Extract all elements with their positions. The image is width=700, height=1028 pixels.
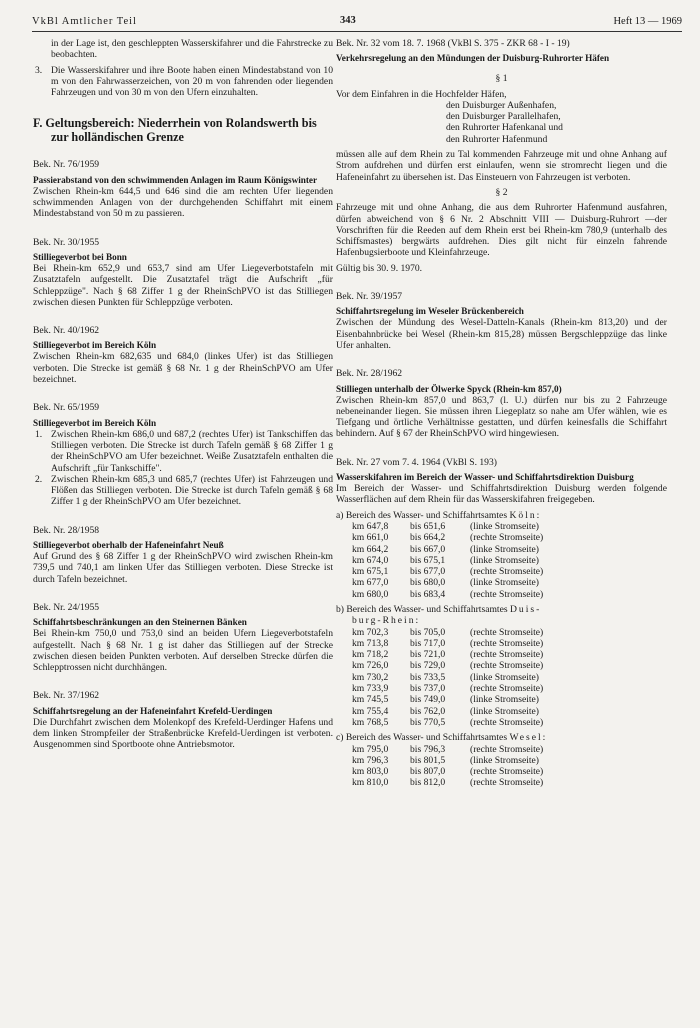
notice-title: Verkehrsregelung an den Mündungen der Duisburg-Ruhrorter Häfen xyxy=(336,53,610,64)
km-row xyxy=(352,532,667,543)
km-side: (rechte Stromseite) xyxy=(470,566,544,578)
list-item: 2. Zwischen Rhein-km 685,3 und 685,7 (rechtes Ufer) ist Fahrzeugen und Flößen das Stilliegen verboten. Die Strecke ist durch Tafeln gemäß § 68 Ziffer 1 g der RheinSchPVO am Ufer bezeichnet. xyxy=(35,473,333,508)
km-row xyxy=(352,755,667,766)
km-row xyxy=(352,683,667,694)
km-to: bis 729,0 xyxy=(410,660,446,672)
list-item: den Duisburger Außenhafen, xyxy=(446,99,557,111)
km-from: km 796,3 xyxy=(352,754,389,766)
km-from: km 795,0 xyxy=(352,743,389,755)
km-from: km 674,0 xyxy=(352,554,389,566)
notice-ref: Bek. Nr. 39/1957 xyxy=(336,291,403,303)
km-to: bis 717,0 xyxy=(410,637,446,649)
km-table-c xyxy=(336,744,667,789)
km-table-a xyxy=(336,521,667,600)
section-heading: F. Geltungsbereich: Niederrhein von Rolandswerth bis zur holländischen Grenze xyxy=(33,116,317,145)
notice-text: Fahrzeuge mit und ohne Anhang, die aus dem Ruhrorter Hafenmund ausfahren, dürfen abweichend von § 6 Nr. 2 Abschnitt VIII — Duisburg-Ruhrort —der Vorschriften für die Reeden auf dem Rhein erst bei Rhein-km 780,9 (unterhalb des Schiffsmastes) bergwärts aufdrehen. Dies gilt nicht für einzeln fahrende Hafenbugsierboote und Kleinfahrzeuge. xyxy=(336,202,667,259)
km-to: bis 675,1 xyxy=(410,554,446,566)
notice-title: Wasserskifahren im Bereich der Wasser- und Schiffahrtsdirektion Duisburg xyxy=(336,472,634,483)
km-from: km 680,0 xyxy=(352,588,389,600)
km-side: (linke Stromseite) xyxy=(470,554,540,566)
page-number: 343 xyxy=(340,15,356,26)
km-from: km 803,0 xyxy=(352,766,389,778)
harbor-list xyxy=(336,100,667,145)
km-from: km 745,5 xyxy=(352,694,389,706)
km-from: km 675,1 xyxy=(352,566,389,578)
km-side: (rechte Stromseite) xyxy=(470,743,544,755)
notice-ref: Bek. Nr. 40/1962 xyxy=(33,325,100,337)
km-side: (rechte Stromseite) xyxy=(470,660,544,672)
km-row xyxy=(352,717,667,728)
km-to: bis 812,0 xyxy=(410,777,446,789)
notice-ref: Bek. Nr. 24/1955 xyxy=(33,601,100,613)
km-to: bis 737,0 xyxy=(410,683,446,695)
km-row xyxy=(352,777,667,788)
list-item: 3. Die Wasserskifahrer und ihre Boote haben einen Mindestabstand von 10 m von den Fahrwasserzeichen, von 20 m von fahrenden oder liegenden Fahrzeugen und von 30 m von den Ufern einzuhalten. xyxy=(35,64,333,99)
km-from: km 647,8 xyxy=(352,520,389,532)
km-from: km 726,0 xyxy=(352,660,389,672)
km-from: km 730,2 xyxy=(352,671,389,683)
notice-text: Die Durchfahrt zwischen dem Molenkopf des Krefeld-Uerdinger Hafens und dem linken Strompfeiler der Straßenbrücke Krefeld-Uerdingen ist verboten. Ausgenommen sind Sportboote ohne Antriebsmotor. xyxy=(33,716,333,751)
right-column xyxy=(336,38,667,789)
km-row xyxy=(352,649,667,660)
notice-ref: Bek. Nr. 32 vom 18. 7. 1968 (VkBl S. 375 - ZKR 68 - I - 19) xyxy=(336,38,570,49)
km-row xyxy=(352,577,667,588)
km-side: (linke Stromseite) xyxy=(470,671,540,683)
notice-title: Stilliegen unterhalb der Ölwerke Spyck (Rhein-km 857,0) xyxy=(336,383,562,394)
notice-title: Stilliegeverbot im Bereich Köln xyxy=(33,417,157,428)
issue-label: Heft 13 — 1969 xyxy=(613,16,682,27)
notice-text: Bei Rhein-km 652,9 und 653,7 sind am Ufer Liegeverbotstafeln mit Zusatztafeln aufgestellt. Die Zusatztafel trägt die Aufschrift „für Schleppzüge". Nach § 68 Ziffer 1 g der RheinSchPVO ist das Stilliegen zwischen diesen Punkten für Schleppzüge verboten. xyxy=(33,262,333,308)
km-to: bis 801,5 xyxy=(410,754,446,766)
list-item: den Duisburger Parallelhafen, xyxy=(446,111,561,123)
km-row xyxy=(352,589,667,600)
km-from: km 733,9 xyxy=(352,683,389,695)
km-side: (linke Stromseite) xyxy=(470,694,540,706)
km-to: bis 733,5 xyxy=(410,671,446,683)
paragraph-symbol: § 1 xyxy=(495,73,508,85)
km-row xyxy=(352,660,667,671)
km-row xyxy=(352,521,667,532)
km-row xyxy=(352,744,667,755)
list-item: 1. Zwischen Rhein-km 686,0 und 687,2 (rechtes Ufer) ist Tankschiffen das Stilliegen verboten. Die Strecke ist durch Tafeln gemäß § 68 Ziffer 1 g der RheinSchPVO am Ufer bezeichnet. Weiße Zusatztafeln enthalten die Aufschrift „für Tankschiffe". xyxy=(35,428,333,474)
page-header xyxy=(32,14,682,30)
km-table-b xyxy=(336,627,667,729)
km-row xyxy=(352,672,667,683)
notice-ref: Bek. Nr. 30/1955 xyxy=(33,236,100,248)
notice-title: Stilliegeverbot bei Bonn xyxy=(33,251,127,262)
validity-note: Gültig bis 30. 9. 1970. xyxy=(336,262,423,274)
km-to: bis 749,0 xyxy=(410,694,446,706)
km-from: km 664,2 xyxy=(352,543,389,555)
km-side: (rechte Stromseite) xyxy=(470,626,544,638)
notice-text: Zwischen Rhein-km 644,5 und 646 sind die am rechten Ufer liegenden schwimmenden Anlagen von der durchgehenden Schiffahrt mit einem Mindestabstand von 50 m zu passieren. xyxy=(33,185,333,220)
km-side: (linke Stromseite) xyxy=(470,520,540,532)
km-side: (linke Stromseite) xyxy=(470,577,540,589)
km-to: bis 705,0 xyxy=(410,626,446,638)
km-side: (rechte Stromseite) xyxy=(470,588,544,600)
km-to: bis 664,2 xyxy=(410,532,446,544)
km-from: km 702,3 xyxy=(352,626,389,638)
km-side: (rechte Stromseite) xyxy=(470,532,544,544)
notice-ref: Bek. Nr. 37/1962 xyxy=(33,690,100,702)
header-rule xyxy=(32,31,682,32)
km-to: bis 651,6 xyxy=(410,520,446,532)
km-side: (linke Stromseite) xyxy=(470,754,540,766)
km-to: bis 721,0 xyxy=(410,649,446,661)
km-from: km 810,0 xyxy=(352,777,389,789)
list-item: den Ruhrorter Hafenmund xyxy=(446,133,548,145)
notice-text: Vor dem Einfahren in die Hochfelder Häfen, xyxy=(336,88,507,100)
area-label: b) Bereich des Wasser- und Schiffahrtsamtes Duis- xyxy=(336,603,542,615)
km-to: bis 762,0 xyxy=(410,705,446,717)
km-from: km 755,4 xyxy=(352,705,389,717)
km-row xyxy=(352,566,667,577)
km-side: (rechte Stromseite) xyxy=(470,637,544,649)
km-from: km 661,0 xyxy=(352,532,389,544)
journal-title: VkBl Amtlicher Teil xyxy=(32,16,137,27)
notice-text: Zwischen der Mündung des Wesel-Datteln-Kanals (Rhein-km 813,20) und der Eisenbahnbrücke bei Wesel (Rhein-km 815,28) müssen Bergschleppzüge das linke Ufer anhalten. xyxy=(336,317,667,351)
notice-text: Zwischen Rhein-km 857,0 und 863,7 (l. U.) dürfen nur bis zu 2 Fahrzeuge nebeneinander liegen. Sie müssen ihren Liegeplatz so nahe am Ufer wählen, wie es Tiefgang und örtliche Verhältnisse gestatten, und dürfen keinesfalls die Schiffahrt behindern. Auf § 67 der RheinSchPVO wird hingewiesen. xyxy=(336,394,667,440)
notice-ref: Bek. Nr. 28/1962 xyxy=(336,368,403,380)
km-to: bis 680,0 xyxy=(410,577,446,589)
km-row xyxy=(352,544,667,555)
km-to: bis 667,0 xyxy=(410,543,446,555)
notice-ref: Bek. Nr. 28/1958 xyxy=(33,524,100,536)
km-side: (linke Stromseite) xyxy=(470,543,540,555)
notice-text: müssen alle auf dem Rhein zu Tal kommenden Fahrzeuge mit und ohne Anhang auf Strom aufdrehen und dürfen erst einlaufen, wenn sie stromrecht liegen und die Hafeneinfahrt zu übersehen ist. Das Einsteuern von Fahrzeugen ist verboten. xyxy=(336,149,667,183)
notice-ref: Bek. Nr. 65/1959 xyxy=(33,402,100,414)
area-label-cont: burg-Rhein: xyxy=(352,615,421,627)
notice-text: Zwischen Rhein-km 682,635 und 684,0 (linkes Ufer) ist das Stilliegen verboten. Die Strecke ist gemäß § 68 Nr. 1 g der RheinSchPVO am Ufer bezeichnet. xyxy=(33,351,333,386)
km-side: (linke Stromseite) xyxy=(470,705,540,717)
notice-title: Schiffahrtsregelung im Weseler Brückenbereich xyxy=(336,306,524,317)
list-item: den Ruhrorter Hafenkanal und xyxy=(446,122,563,134)
notice-title: Schiffahrtsbeschränkungen an den Steinernen Bänken xyxy=(33,617,247,628)
km-to: bis 807,0 xyxy=(410,766,446,778)
notice-title: Stilliegeverbot im Bereich Köln xyxy=(33,340,157,351)
km-from: km 677,0 xyxy=(352,577,389,589)
km-row xyxy=(352,766,667,777)
km-to: bis 677,0 xyxy=(410,566,446,578)
km-from: km 718,2 xyxy=(352,649,389,661)
km-row xyxy=(352,638,667,649)
area-label: a) Bereich des Wasser- und Schiffahrtsamtes Köln: xyxy=(336,509,542,521)
km-from: km 768,5 xyxy=(352,716,389,728)
notice-text: Im Bereich der Wasser- und Schiffahrtsdirektion Duisburg werden folgende Wasserflächen auf dem Rhein für das Wasserskifahren freigegeben. xyxy=(336,483,667,506)
km-side: (rechte Stromseite) xyxy=(470,777,544,789)
km-row xyxy=(352,694,667,705)
km-from: km 713,8 xyxy=(352,637,389,649)
paragraph-symbol: § 2 xyxy=(495,186,508,198)
notice-title: Schiffahrtsregelung an der Hafeneinfahrt Krefeld-Uerdingen xyxy=(33,705,273,716)
continued-text: in der Lage ist, den geschleppten Wasserskifahrer und die Fahrstrecke zu beobachten. xyxy=(51,38,333,61)
km-row xyxy=(352,706,667,717)
km-side: (rechte Stromseite) xyxy=(470,649,544,661)
notice-title: Passierabstand von den schwimmenden Anlagen im Raum Königswinter xyxy=(33,174,318,185)
km-to: bis 796,3 xyxy=(410,743,446,755)
km-side: (rechte Stromseite) xyxy=(470,716,544,728)
km-row xyxy=(352,555,667,566)
km-row xyxy=(352,627,667,638)
km-to: bis 683,4 xyxy=(410,588,446,600)
km-side: (rechte Stromseite) xyxy=(470,683,544,695)
notice-text: Auf Grund des § 68 Ziffer 1 g der RheinSchPVO wird zwischen Rhein-km 739,5 und 740,1 am linken Ufer das Stilliegen verboten. Diese Strecke ist durch Tafeln bezeichnet. xyxy=(33,551,333,585)
notice-ref: Bek. Nr. 27 vom 7. 4. 1964 (VkBl S. 193) xyxy=(336,456,497,468)
km-side: (rechte Stromseite) xyxy=(470,766,544,778)
area-label: c) Bereich des Wasser- und Schiffahrtsamtes Wesel: xyxy=(336,732,548,744)
left-column xyxy=(33,38,333,751)
notice-title: Stilliegeverbot oberhalb der Hafeneinfahrt Neuß xyxy=(33,540,224,551)
notice-text: Bei Rhein-km 750,0 und 753,0 sind an beiden Ufern Liegeverbotstafeln aufgestellt. Nach § 68 Nr. 1 g ist daher das Stilliegen auf der Strecke zwischen diesen beiden Punkten verboten. Auf derselben Strecke dürfen die Schlepptrossen nicht durchhängen. xyxy=(33,628,333,674)
km-to: bis 770,5 xyxy=(410,716,446,728)
notice-ref: Bek. Nr. 76/1959 xyxy=(33,159,100,171)
